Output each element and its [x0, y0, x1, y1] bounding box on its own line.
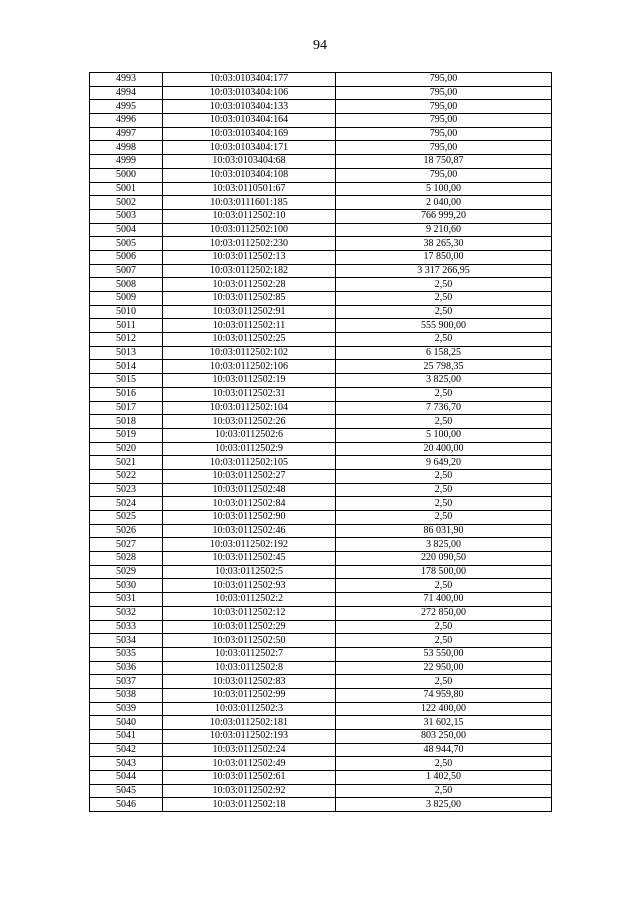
amount-cell: 178 500,00 [336, 565, 552, 579]
row-number-cell: 5033 [90, 620, 163, 634]
cadastral-number-cell: 10:03:0103404:177 [163, 73, 336, 87]
table-row [90, 634, 552, 648]
row-number-cell: 5011 [90, 319, 163, 333]
cadastral-number-cell: 10:03:0112502:100 [163, 223, 336, 237]
amount-cell: 2,50 [336, 497, 552, 511]
amount-cell: 6 158,25 [336, 346, 552, 360]
row-number-cell: 5041 [90, 730, 163, 744]
table-row [90, 511, 552, 525]
cadastral-number-cell: 10:03:0112502:45 [163, 552, 336, 566]
table-row [90, 606, 552, 620]
amount-cell: 2,50 [336, 675, 552, 689]
cadastral-number-cell: 10:03:0103404:68 [163, 155, 336, 169]
table-row [90, 524, 552, 538]
table-row [90, 757, 552, 771]
cadastral-number-cell: 10:03:0112502:2 [163, 593, 336, 607]
amount-cell: 795,00 [336, 73, 552, 87]
row-number-cell: 5028 [90, 552, 163, 566]
table-row [90, 675, 552, 689]
amount-cell: 2,50 [336, 387, 552, 401]
table-row [90, 469, 552, 483]
cadastral-number-cell: 10:03:0112502:13 [163, 250, 336, 264]
cadastral-number-cell: 10:03:0103404:164 [163, 114, 336, 128]
table-row [90, 647, 552, 661]
amount-cell: 3 825,00 [336, 374, 552, 388]
row-number-cell: 5030 [90, 579, 163, 593]
cadastral-number-cell: 10:03:0103404:133 [163, 100, 336, 114]
cadastral-number-cell: 10:03:0112502:99 [163, 688, 336, 702]
amount-cell: 38 265,30 [336, 237, 552, 251]
cadastral-number-cell: 10:03:0112502:104 [163, 401, 336, 415]
table-row [90, 401, 552, 415]
row-number-cell: 4996 [90, 114, 163, 128]
amount-cell: 795,00 [336, 100, 552, 114]
amount-cell: 2,50 [336, 511, 552, 525]
amount-cell: 2,50 [336, 483, 552, 497]
amount-cell: 795,00 [336, 127, 552, 141]
amount-cell: 3 825,00 [336, 798, 552, 812]
cadastral-number-cell: 10:03:0112502:3 [163, 702, 336, 716]
table-row [90, 716, 552, 730]
cadastral-number-cell: 10:03:0112502:48 [163, 483, 336, 497]
row-number-cell: 5042 [90, 743, 163, 757]
registry-table [89, 72, 552, 812]
table-row [90, 278, 552, 292]
amount-cell: 795,00 [336, 114, 552, 128]
cadastral-number-cell: 10:03:0112502:93 [163, 579, 336, 593]
cadastral-number-cell: 10:03:0112502:5 [163, 565, 336, 579]
amount-cell: 3 317 266,95 [336, 264, 552, 278]
cadastral-number-cell: 10:03:0103404:169 [163, 127, 336, 141]
table-row [90, 771, 552, 785]
amount-cell: 22 950,00 [336, 661, 552, 675]
table-row [90, 100, 552, 114]
cadastral-number-cell: 10:03:0112502:27 [163, 469, 336, 483]
table-row [90, 456, 552, 470]
amount-cell: 2 040,00 [336, 196, 552, 210]
amount-cell: 2,50 [336, 784, 552, 798]
table-row [90, 730, 552, 744]
cadastral-number-cell: 10:03:0112502:46 [163, 524, 336, 538]
table-row [90, 798, 552, 812]
table-row [90, 593, 552, 607]
table-row [90, 86, 552, 100]
row-number-cell: 5032 [90, 606, 163, 620]
amount-cell: 25 798,35 [336, 360, 552, 374]
row-number-cell: 5001 [90, 182, 163, 196]
page-number: 94 [313, 38, 327, 53]
cadastral-number-cell: 10:03:0112502:181 [163, 716, 336, 730]
amount-cell: 272 850,00 [336, 606, 552, 620]
row-number-cell: 5022 [90, 469, 163, 483]
amount-cell: 17 850,00 [336, 250, 552, 264]
table-row [90, 360, 552, 374]
table-row [90, 565, 552, 579]
amount-cell: 555 900,00 [336, 319, 552, 333]
cadastral-number-cell: 10:03:0112502:106 [163, 360, 336, 374]
cadastral-number-cell: 10:03:0112502:102 [163, 346, 336, 360]
row-number-cell: 5021 [90, 456, 163, 470]
cadastral-number-cell: 10:03:0112502:90 [163, 511, 336, 525]
cadastral-number-cell: 10:03:0112502:8 [163, 661, 336, 675]
cadastral-number-cell: 10:03:0112502:7 [163, 647, 336, 661]
amount-cell: 18 750,87 [336, 155, 552, 169]
row-number-cell: 5009 [90, 292, 163, 306]
row-number-cell: 4993 [90, 73, 163, 87]
cadastral-number-cell: 10:03:0112502:9 [163, 442, 336, 456]
row-number-cell: 5014 [90, 360, 163, 374]
cadastral-number-cell: 10:03:0103404:171 [163, 141, 336, 155]
amount-cell: 9 210,60 [336, 223, 552, 237]
table-row [90, 333, 552, 347]
row-number-cell: 4994 [90, 86, 163, 100]
cadastral-number-cell: 10:03:0103404:106 [163, 86, 336, 100]
table-row [90, 346, 552, 360]
cadastral-number-cell: 10:03:0112502:85 [163, 292, 336, 306]
amount-cell: 2,50 [336, 292, 552, 306]
table-row [90, 223, 552, 237]
amount-cell: 795,00 [336, 86, 552, 100]
row-number-cell: 5000 [90, 168, 163, 182]
row-number-cell: 4995 [90, 100, 163, 114]
table-row [90, 483, 552, 497]
row-number-cell: 5023 [90, 483, 163, 497]
table-row [90, 114, 552, 128]
row-number-cell: 5003 [90, 209, 163, 223]
row-number-cell: 5035 [90, 647, 163, 661]
cadastral-number-cell: 10:03:0112502:31 [163, 387, 336, 401]
amount-cell: 48 944,70 [336, 743, 552, 757]
row-number-cell: 5046 [90, 798, 163, 812]
table-row [90, 579, 552, 593]
amount-cell: 795,00 [336, 141, 552, 155]
table-row [90, 620, 552, 634]
cadastral-number-cell: 10:03:0112502:91 [163, 305, 336, 319]
cadastral-number-cell: 10:03:0112502:192 [163, 538, 336, 552]
row-number-cell: 5025 [90, 511, 163, 525]
table-row [90, 661, 552, 675]
row-number-cell: 5026 [90, 524, 163, 538]
table-row [90, 209, 552, 223]
row-number-cell: 5005 [90, 237, 163, 251]
cadastral-number-cell: 10:03:0112502:182 [163, 264, 336, 278]
row-number-cell: 5040 [90, 716, 163, 730]
amount-cell: 795,00 [336, 168, 552, 182]
cadastral-number-cell: 10:03:0112502:6 [163, 428, 336, 442]
row-number-cell: 5016 [90, 387, 163, 401]
cadastral-number-cell: 10:03:0112502:19 [163, 374, 336, 388]
row-number-cell: 5045 [90, 784, 163, 798]
table-row [90, 538, 552, 552]
cadastral-number-cell: 10:03:0112502:29 [163, 620, 336, 634]
amount-cell: 803 250,00 [336, 730, 552, 744]
cadastral-number-cell: 10:03:0110501:67 [163, 182, 336, 196]
table-row [90, 141, 552, 155]
cadastral-number-cell: 10:03:0112502:84 [163, 497, 336, 511]
amount-cell: 2,50 [336, 634, 552, 648]
table-row [90, 250, 552, 264]
amount-cell: 5 100,00 [336, 428, 552, 442]
table-row [90, 264, 552, 278]
table-row [90, 552, 552, 566]
row-number-cell: 5020 [90, 442, 163, 456]
amount-cell: 86 031,90 [336, 524, 552, 538]
amount-cell: 3 825,00 [336, 538, 552, 552]
row-number-cell: 5034 [90, 634, 163, 648]
cadastral-number-cell: 10:03:0112502:26 [163, 415, 336, 429]
table-row [90, 73, 552, 87]
table-row [90, 182, 552, 196]
amount-cell: 53 550,00 [336, 647, 552, 661]
row-number-cell: 5043 [90, 757, 163, 771]
cadastral-number-cell: 10:03:0112502:25 [163, 333, 336, 347]
amount-cell: 2,50 [336, 305, 552, 319]
row-number-cell: 5015 [90, 374, 163, 388]
cadastral-number-cell: 10:03:0112502:12 [163, 606, 336, 620]
row-number-cell: 5027 [90, 538, 163, 552]
row-number-cell: 5013 [90, 346, 163, 360]
cadastral-number-cell: 10:03:0112502:10 [163, 209, 336, 223]
row-number-cell: 5019 [90, 428, 163, 442]
table-row [90, 305, 552, 319]
row-number-cell: 5007 [90, 264, 163, 278]
table-row [90, 168, 552, 182]
table-row [90, 497, 552, 511]
table-row [90, 319, 552, 333]
table-row [90, 428, 552, 442]
table-row [90, 237, 552, 251]
amount-cell: 1 402,50 [336, 771, 552, 785]
table-row [90, 743, 552, 757]
row-number-cell: 4999 [90, 155, 163, 169]
cadastral-number-cell: 10:03:0112502:49 [163, 757, 336, 771]
amount-cell: 122 400,00 [336, 702, 552, 716]
row-number-cell: 5012 [90, 333, 163, 347]
row-number-cell: 5024 [90, 497, 163, 511]
cadastral-number-cell: 10:03:0111601:185 [163, 196, 336, 210]
row-number-cell: 5039 [90, 702, 163, 716]
cadastral-number-cell: 10:03:0112502:230 [163, 237, 336, 251]
amount-cell: 220 090,50 [336, 552, 552, 566]
row-number-cell: 5004 [90, 223, 163, 237]
table-row [90, 688, 552, 702]
row-number-cell: 5029 [90, 565, 163, 579]
row-number-cell: 5018 [90, 415, 163, 429]
amount-cell: 2,50 [336, 415, 552, 429]
table-row [90, 415, 552, 429]
amount-cell: 5 100,00 [336, 182, 552, 196]
amount-cell: 2,50 [336, 620, 552, 634]
cadastral-number-cell: 10:03:0112502:18 [163, 798, 336, 812]
amount-cell: 7 736,70 [336, 401, 552, 415]
amount-cell: 31 602,15 [336, 716, 552, 730]
amount-cell: 71 400,00 [336, 593, 552, 607]
cadastral-number-cell: 10:03:0112502:92 [163, 784, 336, 798]
amount-cell: 2,50 [336, 333, 552, 347]
table-row [90, 127, 552, 141]
cadastral-number-cell: 10:03:0112502:50 [163, 634, 336, 648]
cadastral-number-cell: 10:03:0112502:105 [163, 456, 336, 470]
registry-table-body [90, 73, 552, 812]
cadastral-number-cell: 10:03:0112502:83 [163, 675, 336, 689]
cadastral-number-cell: 10:03:0112502:28 [163, 278, 336, 292]
table-row [90, 784, 552, 798]
row-number-cell: 5010 [90, 305, 163, 319]
table-row [90, 292, 552, 306]
amount-cell: 20 400,00 [336, 442, 552, 456]
row-number-cell: 4998 [90, 141, 163, 155]
row-number-cell: 5017 [90, 401, 163, 415]
row-number-cell: 5036 [90, 661, 163, 675]
amount-cell: 74 959,80 [336, 688, 552, 702]
table-row [90, 387, 552, 401]
table-row [90, 442, 552, 456]
table-row [90, 702, 552, 716]
amount-cell: 2,50 [336, 469, 552, 483]
row-number-cell: 5008 [90, 278, 163, 292]
amount-cell: 2,50 [336, 757, 552, 771]
amount-cell: 766 999,20 [336, 209, 552, 223]
cadastral-number-cell: 10:03:0112502:61 [163, 771, 336, 785]
amount-cell: 2,50 [336, 278, 552, 292]
cadastral-number-cell: 10:03:0103404:108 [163, 168, 336, 182]
table-row [90, 374, 552, 388]
table-row [90, 155, 552, 169]
row-number-cell: 5006 [90, 250, 163, 264]
cadastral-number-cell: 10:03:0112502:193 [163, 730, 336, 744]
cadastral-number-cell: 10:03:0112502:24 [163, 743, 336, 757]
row-number-cell: 5044 [90, 771, 163, 785]
row-number-cell: 5038 [90, 688, 163, 702]
cadastral-number-cell: 10:03:0112502:11 [163, 319, 336, 333]
row-number-cell: 5002 [90, 196, 163, 210]
row-number-cell: 5031 [90, 593, 163, 607]
row-number-cell: 4997 [90, 127, 163, 141]
row-number-cell: 5037 [90, 675, 163, 689]
amount-cell: 2,50 [336, 579, 552, 593]
amount-cell: 9 649,20 [336, 456, 552, 470]
table-row [90, 196, 552, 210]
